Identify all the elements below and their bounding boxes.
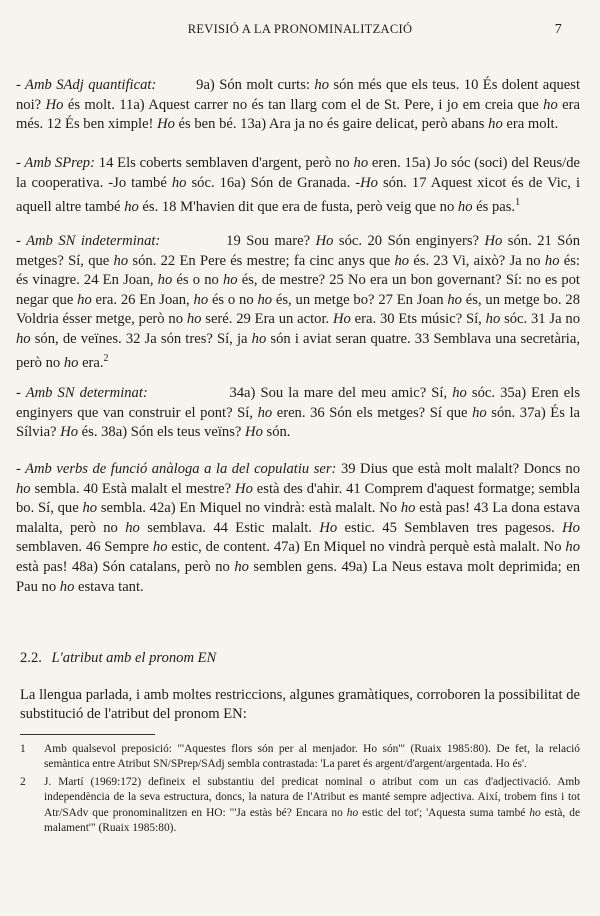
text-run: és: és vinagre. 24 En Joan, (16, 252, 580, 289)
text-run: és ben bé. 13a) Ara ja no és gaire delicat, però abans (174, 116, 489, 133)
text-run: semblava. 44 Estic malalt. (139, 519, 320, 536)
pronoun-ho: ho (447, 291, 462, 308)
footnote-rule (20, 734, 155, 735)
pronoun-ho: ho (400, 500, 416, 517)
text-run: sembla. 42a) En Miquel no vindrà: està malalt. No (97, 500, 401, 517)
pronoun-ho: ho (124, 199, 139, 216)
pronoun-ho: Ho (315, 233, 334, 249)
text-run: seré. 29 Era un actor. (201, 311, 333, 328)
text-run: estava tant. (74, 578, 144, 595)
text-run: sóc. 16a) Són de Granada. - (186, 174, 361, 191)
example-text (16, 76, 580, 135)
text-run: és. 18 M'havien dit que era de fusta, però veig que no (138, 199, 458, 216)
text-run: sóc. 35a) Eren els enginyers que van construir el pont? Sí, (16, 385, 581, 421)
pronoun-ho: ho (314, 77, 329, 93)
pronoun-ho: ho (152, 539, 168, 556)
text-run: eren. 15a) Jo sóc (soci) del Reus/de la cooperativa. -Jo també (16, 155, 580, 191)
text-run: estic, de content. 47a) En Miquel no vindrà perquè està malalt. No (167, 539, 566, 556)
footnote (20, 775, 580, 837)
pronoun-ho: ho (257, 291, 273, 308)
example-text (16, 232, 580, 374)
example-group-sprep (16, 154, 580, 218)
group-label: - Amb verbs de funció anàloga a la del copulatiu ser: (16, 461, 337, 477)
text-run: són. 37a) És la Sílvia? (16, 404, 580, 441)
pronoun-ho: Ho (157, 116, 175, 133)
footnote (20, 742, 580, 773)
section-heading (20, 650, 216, 667)
text-run: sembla. 40 Està malalt el mestre? (30, 480, 236, 497)
example-group-sn-indeterminat (16, 232, 580, 374)
pronoun-ho: ho (63, 355, 79, 372)
text-run: són. 21 Són metges? Sí, que (16, 233, 581, 269)
pronoun-ho: ho (16, 480, 31, 497)
text-run: està des d'ahir. 41 Comprem d'aquest formatge; sembla bo. Sí, que (16, 480, 580, 517)
pronoun-ho: ho (452, 385, 467, 401)
example-text (16, 460, 580, 597)
text-run: són. 22 En Pere és mestre; fa cinc anys que (128, 252, 395, 269)
pronoun-ho: ho (485, 311, 501, 328)
pronoun-ho: ho (544, 252, 560, 269)
pronoun-ho: ho (251, 330, 267, 347)
text-run: són, de veïnes. 32 Ja són tres? Sí, ja (30, 330, 252, 347)
pronoun-ho: Ho (45, 96, 64, 113)
text-run: és o no (208, 291, 258, 308)
text-run: són més que els teus. 10 És dolent aquest noi? (16, 77, 580, 113)
pronoun-ho: Ho (332, 311, 351, 328)
text-run: està, de malament'" (Ruaix 1985:80). (44, 806, 580, 835)
intro-paragraph: La llengua parlada, i amb moltes restriccions, algunes gramàtiques, corroboren la possibilitat de substitució de l'atribut del pronom EN: (20, 687, 580, 723)
text-run: són i aviat seran quatre. 33 Semblava una secretària, però no (16, 330, 580, 372)
text-run: era més. 12 És ben ximple! (16, 96, 580, 133)
text-run: és, un metge bo? 27 En Joan (272, 291, 448, 308)
text-run: està pas! 48a) Són catalans, però no (16, 558, 235, 575)
pronoun-ho: ho (16, 330, 31, 347)
text-run: és, un metge bo. 28 Voldria ésser metge, però no (16, 291, 580, 328)
text-run: 34a) Sou la mare del meu amic? Sí, (229, 385, 453, 401)
page-number: 7 (554, 22, 562, 37)
pronoun-ho: Ho (360, 174, 378, 191)
pronoun-ho: ho (157, 272, 173, 289)
footnote-ref[interactable]: 2 (103, 353, 109, 365)
text-run: era molt. (502, 116, 559, 133)
text-run: està pas! 43 La dona estava malalta, però no (16, 500, 580, 536)
footnotes (20, 742, 580, 838)
group-label: - Amb SN determinat: (16, 385, 148, 401)
text-run: són. 17 Aquest xicot és de Vic, i aquell altre també (16, 174, 580, 216)
pronoun-ho: Ho (319, 519, 338, 536)
text-run: és o no (172, 272, 223, 289)
pronoun-ho: Ho (245, 424, 263, 441)
pronoun-ho: ho (488, 116, 503, 133)
section-title: L'atribut amb el pronom EN (51, 650, 217, 666)
pronoun-ho: ho (82, 500, 98, 517)
pronoun-ho: ho (394, 252, 410, 269)
text-run: sóc. 31 Ja no (500, 311, 580, 328)
pronoun-ho: Ho (235, 480, 253, 497)
pronoun-ho: ho (59, 578, 75, 595)
text-run: era. 26 En Joan, (91, 291, 194, 308)
running-title: REVISIÓ A LA PRONOMINALITZACIÓ (187, 22, 413, 36)
text-run: Amb qualsevol preposició: "'Aquestes flors són per al menjador. Ho són'" (Ruaix 1985:80). De fet, la relació semàntica entre Atribut SN/SPrep/SAdj sembla contrastada: 'La paret és argent/d'argent/argentada. Ho és'. (44, 743, 580, 771)
text-run: és pas. (472, 199, 516, 216)
pronoun-ho: ho (353, 155, 369, 171)
text-run: és. 38a) Són els teus veïns? (78, 424, 246, 441)
group-label: - Amb SAdj quantificat: (16, 77, 157, 93)
footnote-number: 2 (20, 775, 26, 788)
text-run: 39 Dius que està molt malalt? Doncs no (340, 461, 580, 477)
pronoun-ho: ho (222, 272, 238, 289)
pronoun-ho: Ho (484, 233, 503, 249)
pronoun-ho: ho (565, 539, 580, 556)
running-header (0, 22, 600, 42)
example-group-copulative-verbs (16, 460, 580, 597)
footnote-number: 1 (20, 743, 26, 755)
pronoun-ho: Ho (562, 519, 580, 536)
pronoun-ho: ho (193, 291, 209, 308)
example-text (16, 154, 580, 218)
text-run: 19 Sou mare? (226, 233, 316, 249)
text-run: 9a) Són molt curts: (196, 77, 315, 93)
example-text (16, 384, 580, 443)
pronoun-ho: ho (346, 806, 359, 819)
pronoun-ho: ho (529, 806, 541, 819)
text-run: eren. 36 Són els metges? Sí que (272, 404, 473, 421)
text-run: és, de mestre? 25 No era un bon governant? Sí: no es pot negar que (16, 272, 580, 308)
footnote-ref[interactable]: 1 (515, 197, 521, 209)
pronoun-ho: Ho (60, 424, 79, 441)
text-run: semblen gens. 49a) La Neus estava molt deprimida; en Pau no (16, 558, 580, 595)
group-label: - Amb SN indeterminat: (16, 233, 161, 249)
text-run: era. 30 Ets músic? Sí, (350, 311, 486, 328)
pronoun-ho: ho (234, 558, 249, 575)
example-group-sadj (16, 76, 580, 135)
text-run: J. Martí (1969:172) defineix el substantiu del predicat nominal o atribut com un cas d'adjectivació. Amb independència de la seva estructura, doncs, la natura de l'Atribut es manté sempre adjectiva. Així, trobem fins i tot Atr/SAdv que pronominalitzen en HO: "'Ja estàs bé? Encara no (44, 775, 580, 819)
section-number: 2.2. (20, 650, 42, 666)
pronoun-ho: ho (125, 519, 140, 536)
pronoun-ho: ho (472, 404, 487, 421)
pronoun-ho: ho (77, 291, 92, 308)
text-run: semblaven. 46 Sempre (16, 539, 153, 556)
pronoun-ho: ho (257, 404, 273, 421)
text-run: estic del tot'; 'Aquesta suma també (358, 806, 530, 819)
text-run: és. 23 Vi, això? Ja no (409, 252, 545, 269)
text-run: estic. 45 Semblaven tres pagesos. (337, 519, 563, 536)
pronoun-ho: ho (171, 174, 187, 191)
text-run: són. (262, 424, 291, 441)
example-group-sn-determinat (16, 384, 580, 443)
group-label: - Amb SPrep: (16, 155, 95, 171)
text-run: era. (78, 355, 104, 372)
pronoun-ho: ho (186, 311, 202, 328)
text-run: sóc. 20 Són enginyers? (333, 233, 485, 249)
text-run: 14 Els coberts semblaven d'argent, però no (98, 155, 354, 171)
pronoun-ho: ho (543, 96, 558, 113)
pronoun-ho: ho (457, 199, 473, 216)
pronoun-ho: ho (113, 252, 129, 269)
text-run: és molt. 11a) Aquest carrer no és tan llarg com el de St. Pere, i jo em creia que (63, 96, 544, 113)
